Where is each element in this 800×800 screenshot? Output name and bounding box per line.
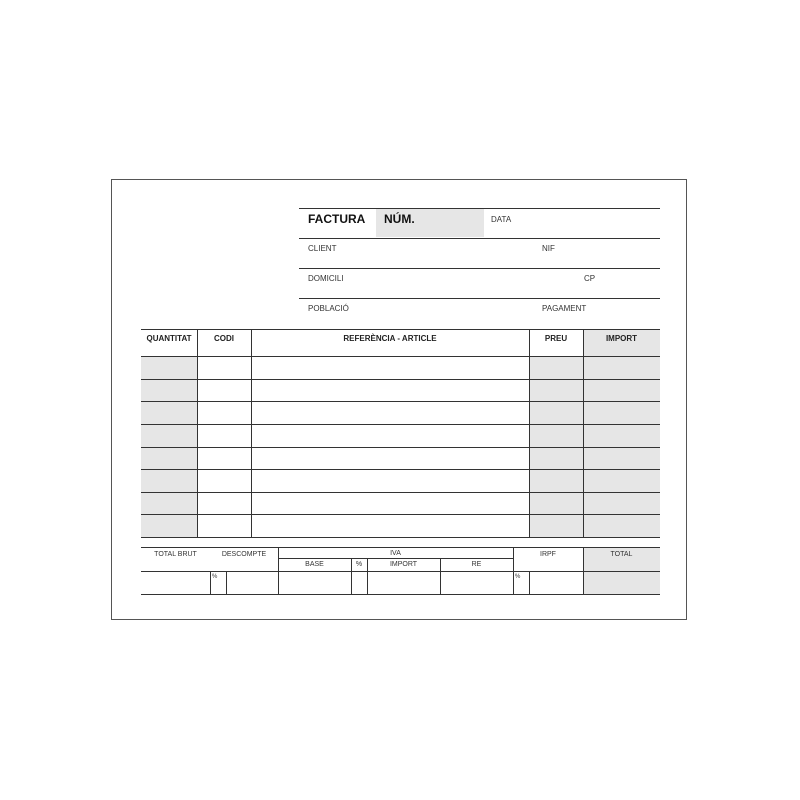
table-cell-import[interactable]: [584, 448, 660, 470]
descompte-pct-label: %: [212, 574, 218, 580]
table-cell-referencia[interactable]: [252, 493, 529, 515]
iva-label: IVA: [390, 550, 401, 557]
table-cell-codi[interactable]: [198, 380, 251, 402]
total-label: TOTAL: [610, 551, 633, 558]
table-cell-quantitat[interactable]: [142, 425, 197, 447]
irpf-pct-label: %: [515, 574, 521, 580]
table-cell-preu[interactable]: [530, 402, 583, 424]
nif-field[interactable]: [560, 239, 660, 267]
table-cell-referencia[interactable]: [252, 425, 529, 447]
table-cell-quantitat[interactable]: [142, 402, 197, 424]
re-field[interactable]: [441, 572, 513, 594]
table-cell-import[interactable]: [584, 357, 660, 379]
iva-pct-label: %: [355, 561, 363, 568]
irpf-pct-field[interactable]: [514, 572, 529, 594]
iva-pct-field[interactable]: [352, 572, 367, 594]
table-cell-import[interactable]: [584, 380, 660, 402]
table-cell-quantitat[interactable]: [142, 357, 197, 379]
factura-title: FACTURA: [308, 212, 366, 226]
table-cell-preu[interactable]: [530, 380, 583, 402]
total-brut-label: TOTAL BRUT: [154, 551, 197, 558]
iva-import-label: IMPORT: [389, 561, 418, 568]
table-bottom-line: [141, 537, 660, 538]
pagament-label: PAGAMENT: [542, 304, 587, 313]
table-cell-import[interactable]: [584, 515, 660, 537]
table-cell-referencia[interactable]: [252, 515, 529, 537]
col-header-import: IMPORT: [605, 334, 638, 343]
table-cell-referencia[interactable]: [252, 357, 529, 379]
items-table: [141, 329, 660, 537]
pagament-field[interactable]: [590, 299, 660, 327]
table-cell-preu[interactable]: [530, 357, 583, 379]
totals-bottom-line: [141, 594, 660, 595]
data-label: DATA: [491, 215, 512, 224]
total-field[interactable]: [584, 572, 660, 594]
client-label: CLIENT: [308, 244, 337, 253]
iva-header-line: [278, 558, 513, 559]
data-field[interactable]: [520, 209, 660, 237]
table-cell-referencia[interactable]: [252, 470, 529, 492]
descompte-pct-field[interactable]: [211, 572, 226, 594]
descompte-label: DESCOMPTE: [221, 551, 267, 558]
table-cell-quantitat[interactable]: [142, 448, 197, 470]
table-cell-quantitat[interactable]: [142, 493, 197, 515]
total-brut-field[interactable]: [141, 572, 210, 594]
table-cell-preu[interactable]: [530, 470, 583, 492]
table-cell-import[interactable]: [584, 470, 660, 492]
irpf-field[interactable]: [530, 572, 583, 594]
table-cell-codi[interactable]: [198, 470, 251, 492]
table-cell-quantitat[interactable]: [142, 380, 197, 402]
table-cell-referencia[interactable]: [252, 402, 529, 424]
domicili-label: DOMICILI: [308, 274, 344, 283]
table-cell-codi[interactable]: [198, 357, 251, 379]
table-cell-preu[interactable]: [530, 493, 583, 515]
base-field[interactable]: [279, 572, 351, 594]
iva-import-field[interactable]: [368, 572, 440, 594]
table-cell-preu[interactable]: [530, 425, 583, 447]
irpf-label: IRPF: [540, 551, 556, 558]
table-cell-quantitat[interactable]: [142, 515, 197, 537]
nif-label: NIF: [542, 244, 555, 253]
client-field[interactable]: [345, 239, 535, 267]
cp-field[interactable]: [598, 269, 660, 297]
col-header-referencia: REFERÈNCIA - ARTICLE: [343, 334, 437, 343]
table-cell-import[interactable]: [584, 493, 660, 515]
cp-label: CP: [584, 274, 596, 283]
col-header-quantitat: QUANTITAT: [146, 334, 192, 343]
re-label: RE: [471, 561, 482, 568]
domicili-field[interactable]: [350, 269, 575, 297]
table-cell-quantitat[interactable]: [142, 470, 197, 492]
table-cell-codi[interactable]: [198, 425, 251, 447]
table-cell-preu[interactable]: [530, 515, 583, 537]
totals-table: [141, 547, 660, 595]
num-label: NÚM.: [384, 212, 415, 226]
table-cell-import[interactable]: [584, 402, 660, 424]
poblacio-label: POBLACIÓ: [308, 304, 349, 313]
table-cell-codi[interactable]: [198, 402, 251, 424]
table-cell-codi[interactable]: [198, 493, 251, 515]
descompte-field[interactable]: [227, 572, 278, 594]
table-cell-referencia[interactable]: [252, 448, 529, 470]
table-cell-codi[interactable]: [198, 448, 251, 470]
table-cell-import[interactable]: [584, 425, 660, 447]
table-cell-preu[interactable]: [530, 448, 583, 470]
base-label: BASE: [305, 561, 324, 568]
col-header-codi: CODI: [214, 334, 234, 343]
table-cell-codi[interactable]: [198, 515, 251, 537]
table-cell-referencia[interactable]: [252, 380, 529, 402]
col-header-preu: PREU: [544, 334, 568, 343]
poblacio-field[interactable]: [355, 299, 535, 327]
